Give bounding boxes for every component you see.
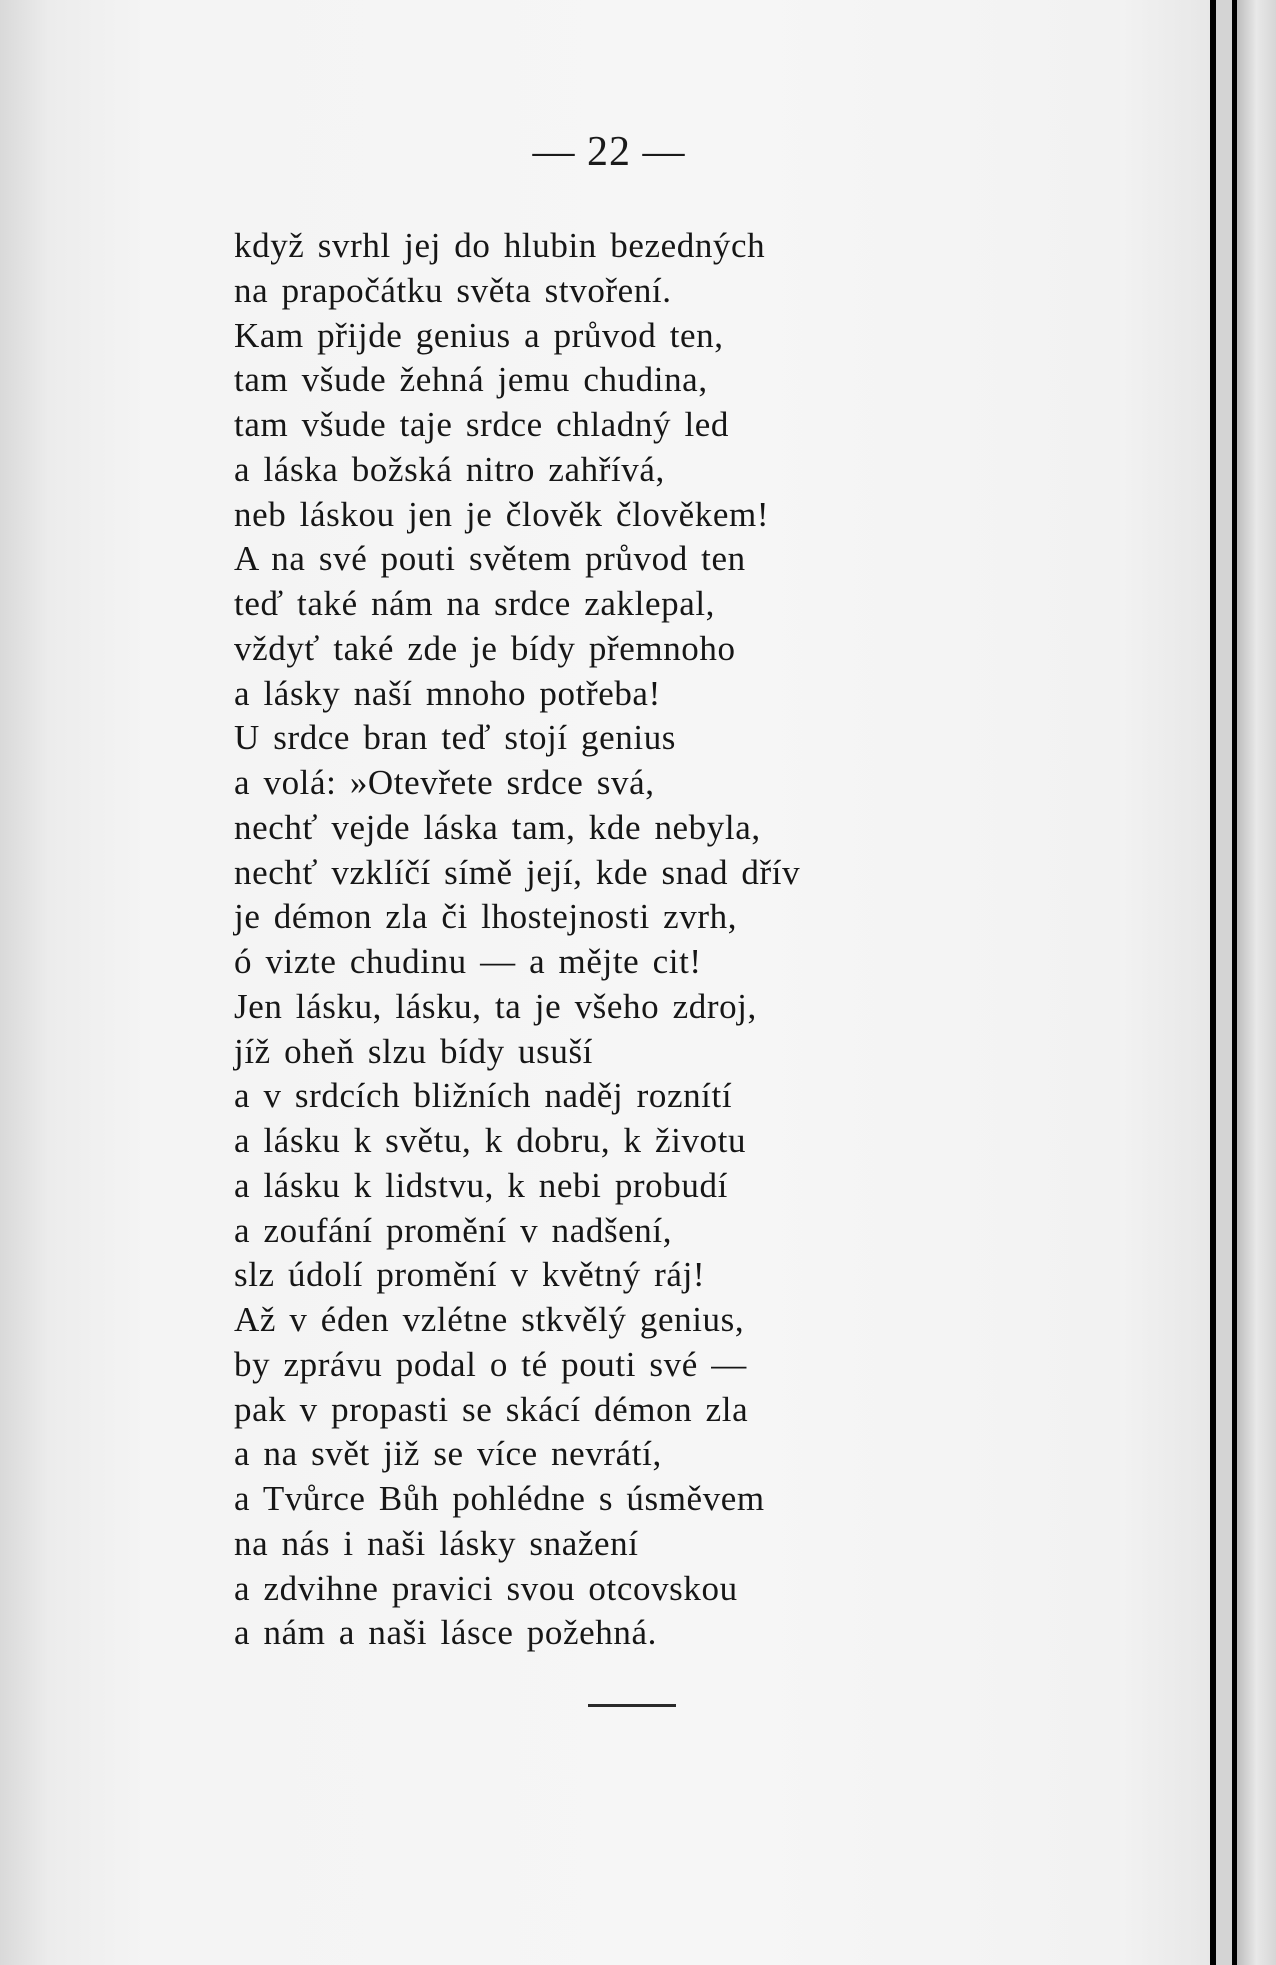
poem-line: Kam přijde genius a průvod ten, bbox=[234, 315, 724, 355]
page-number: — 22 — bbox=[532, 129, 686, 175]
poem-line: neb láskou jen je člověk člověkem! bbox=[234, 494, 770, 534]
poem-line: a zoufání promění v nadšení, bbox=[234, 1210, 673, 1250]
poem-line: když svrhl jej do hlubin bezedných bbox=[234, 226, 766, 265]
poem-line: je démon zla či lhostejnosti zvrh, bbox=[234, 897, 738, 937]
poem-line: slz údolí promění v květný ráj! bbox=[234, 1255, 706, 1295]
poem-line: na nás i naši lásky snažení bbox=[234, 1523, 639, 1563]
poem-line: tam všude taje srdce chladný led bbox=[234, 405, 730, 444]
adjacent-page-edge bbox=[1237, 0, 1276, 1965]
poem-line: pak v propasti se skácí démon zla bbox=[234, 1389, 749, 1429]
page-gap bbox=[1216, 0, 1232, 1965]
poem-line: ó vizte chudinu — a mějte cit! bbox=[234, 942, 702, 981]
poem-line: a v srdcích bližních naděj roznítí bbox=[234, 1076, 733, 1116]
poem-line: a zdvihne pravici svou otcovskou bbox=[234, 1568, 738, 1608]
poem-line: nechť vzklíčí símě její, kde snad dřív bbox=[234, 852, 801, 892]
poem-line: tam všude žehná jemu chudina, bbox=[234, 360, 708, 400]
poem-line: a nám a naši lásce požehná. bbox=[234, 1613, 657, 1653]
poem-line: a lásku k světu, k dobru, k životu bbox=[234, 1121, 747, 1160]
poem-line: a lásku k lidstvu, k nebi probudí bbox=[234, 1165, 728, 1205]
poem-line: A na své pouti světem průvod ten bbox=[234, 539, 746, 579]
poem-line: a volá: »Otevřete srdce svá, bbox=[234, 763, 655, 802]
poem-line: vždyť také zde je bídy přemnoho bbox=[234, 628, 736, 668]
poem-line: by zprávu podal o té pouti své — bbox=[234, 1344, 747, 1384]
poem-line: teď také nám na srdce zaklepal, bbox=[234, 584, 716, 623]
poem-line: na prapočátku světa stvoření. bbox=[234, 270, 672, 310]
poem-line: jíž oheň slzu bídy usuší bbox=[234, 1031, 593, 1071]
poem-line: nechť vejde láska tam, kde nebyla, bbox=[234, 807, 761, 847]
end-rule-divider bbox=[588, 1704, 676, 1707]
poem-line: Až v éden vzlétne stkvělý genius, bbox=[234, 1300, 745, 1339]
poem-line: a láska božská nitro zahřívá, bbox=[234, 449, 665, 489]
poem-line: U srdce bran teď stojí genius bbox=[234, 718, 677, 758]
poem-line: Jen lásku, lásku, ta je všeho zdroj, bbox=[234, 986, 757, 1026]
poem-line: a lásky naší mnoho potřeba! bbox=[234, 673, 661, 713]
poem-line: a Tvůrce Bůh pohlédne s úsměvem bbox=[234, 1479, 765, 1518]
poem-text bbox=[234, 224, 1134, 1656]
poem-line: a na svět již se více nevrátí, bbox=[234, 1434, 662, 1474]
